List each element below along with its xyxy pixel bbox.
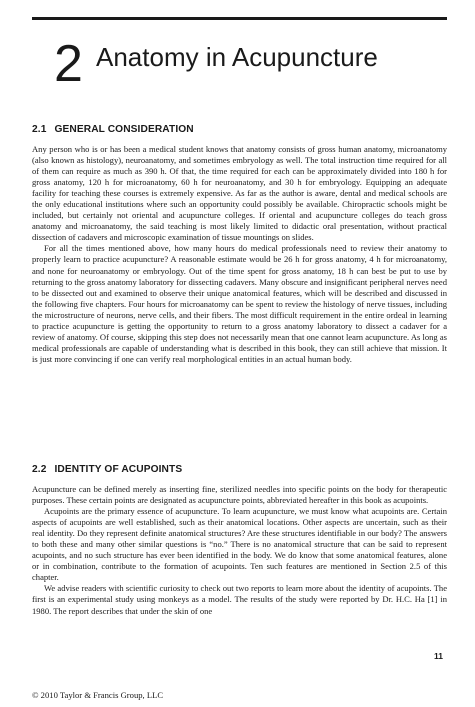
paragraph: Acupoints are the primary essence of acupuncture. To learn acupuncture, we must know what acupoints are. Certain aspects of acupoints are well established, such as their anatomical locations. Other aspects are uncertain, such as their real identity. Do they represent definite anatomical structures? Are these structures identifiable in our body? The answers to both these and many other similar questions is “no.” There is no anatomical structure that can be said to represent acupoints, and no such structure has ever been identified in the body. We do know that some anatomical features, alone or in combination, contribute to the formation of acupoints. Ten such features are mentioned in Section 2.5 of this chapter.	[32, 506, 447, 583]
paragraph: Any person who is or has been a medical student knows that anatomy consists of gross human anatomy, microanatomy (also known as histology), neuroanatomy, and sometimes embryology as well. The total instruction time required for all of them can require as much as 390 h. Of that, the time required for each can be approximately divided into 180 h for gross anatomy, 120 h for microanatomy, 60 h for neuroanatomy, and 30 h for embryology. Equipping an adequate facility for teaching these courses is extremely expensive. As far as the author is aware, dental and medical schools are the only educational institutions where such an opportunity could possibly be available. Chiropractic schools might be included, but certainly not oriental and acupuncture colleges. If oriental and acupuncture colleges do teach gross anatomy and microanatomy, the said teaching is most likely limited to didactic oral presentation, without practical dissection of cadavers and microscopic examination of tissue mountings on slides.	[32, 144, 447, 243]
section-number: 2.2	[32, 464, 47, 475]
paragraph: Acupuncture can be defined merely as inserting fine, sterilized needles into specific points on the body for therapeutic purposes. These certain points are designated as acupuncture points, abbreviated hereafter in this book as acupoints.	[32, 484, 447, 506]
section-title: GENERAL CONSIDERATION	[54, 124, 194, 135]
section-title: IDENTITY OF ACUPOINTS	[54, 464, 183, 475]
page-number: 11	[434, 651, 443, 661]
chapter-title: Anatomy in Acupuncture	[96, 42, 378, 72]
chapter-number: 2	[54, 35, 83, 93]
copyright-footer: © 2010 Taylor & Francis Group, LLC	[32, 690, 164, 700]
section-body-2-1	[32, 144, 447, 365]
section-heading-2-2	[32, 464, 182, 475]
paragraph: For all the times mentioned above, how many hours do medical professionals need to review their anatomy to properly learn to practice acupuncture? A reasonable estimate would be 26 h for gross anatomy, 4 h for microanatomy, and none for neuroanatomy or embryology. Out of the time spent for gross anatomy, 18 h can best be put to use by returning to the gross anatomy laboratory for dissecting cadavers. Many obscure and insignificant peripheral nerves need to be dissected out and examined to observe their unique anatomical features, which will be described and discussed in the following five chapters. Four hours for microanatomy can be spent to review the histology of nerve tissues, including the microstructure of neurons, nerve cells, and their fibers. The most difficult requirement in the entire ordeal in learning to practice acupuncture is getting the opportunity to return to a gross anatomy laboratory to dissect a cadaver for a review of anatomy. Of course, skipping this step does not necessarily mean that one cannot learn acupuncture. As long as medical professionals are capable of understanding what is described in this book, they can still achieve that mission. It is just more convincing if one can verify real morphological entities in an actual human body.	[32, 243, 447, 364]
section-heading-2-1	[32, 124, 194, 135]
section-body-2-2	[32, 484, 447, 617]
section-number: 2.1	[32, 124, 47, 135]
paragraph: We advise readers with scientific curiosity to check out two reports to learn more about the identity of acupoints. The first is an experimental study using monkeys as a model. The results of the study were reported by Dr. H.C. Ha [1] in 1980. The report describes that under the skin of one	[32, 583, 447, 616]
chapter-top-rule	[32, 17, 447, 20]
